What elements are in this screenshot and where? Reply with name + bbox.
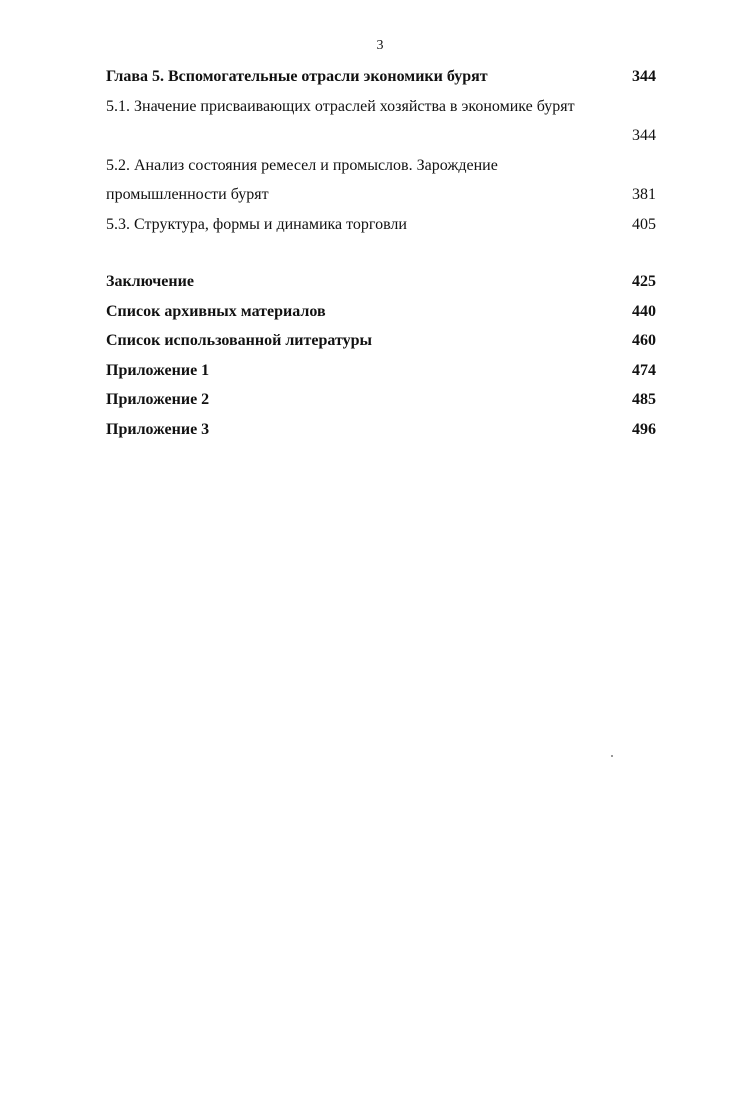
toc-entry-section-5-2 — [106, 151, 656, 210]
toc-entry-title: 5.3. Структура, формы и динамика торговли — [106, 215, 407, 233]
toc-entry-section-5-1 — [106, 92, 656, 151]
toc-entry-title: 5.1. Значение присваивающих отраслей хозяйства в экономике бурят — [106, 97, 575, 115]
toc-entry-conclusion — [106, 267, 656, 297]
scan-speck — [611, 755, 613, 757]
toc-entry-appendix-1 — [106, 356, 656, 386]
toc-entry-title: Список архивных материалов — [106, 302, 326, 320]
toc-entry-literature — [106, 326, 656, 356]
spacer — [106, 239, 656, 267]
toc-entry-appendix-3 — [106, 415, 656, 445]
toc-entry-title: Глава 5. Вспомогательные отрасли экономики бурят — [106, 68, 488, 85]
page-number: 3 — [376, 38, 384, 53]
toc-entry-archives — [106, 297, 656, 327]
toc-entry-page: 496 — [632, 420, 656, 438]
toc-entry-page: 381 — [632, 186, 656, 203]
toc-entry-page: 474 — [632, 361, 656, 379]
toc-entry-chapter-5 — [106, 62, 656, 92]
toc-entry-page: 344 — [632, 127, 656, 144]
table-of-contents — [106, 62, 656, 444]
toc-entry-page: 440 — [632, 302, 656, 320]
toc-entry-page: 344 — [632, 68, 656, 85]
toc-entry-title: Список использованной литературы — [106, 332, 372, 349]
toc-entry-title: Заключение — [106, 273, 194, 290]
toc-entry-title: Приложение 3 — [106, 420, 210, 438]
toc-entry-page: 485 — [632, 391, 656, 408]
toc-entry-page: 425 — [632, 273, 656, 290]
toc-entry-title: Приложение 2 — [106, 391, 210, 408]
toc-entry-appendix-2 — [106, 385, 656, 415]
toc-entry-section-5-3 — [106, 210, 656, 240]
toc-entry-title: Приложение 1 — [106, 361, 210, 379]
toc-entry-page: 460 — [632, 332, 656, 349]
toc-entry-page: 405 — [632, 215, 656, 233]
toc-entry-title: 5.2. Анализ состояния ремесел и промыслов. Зарождение промышленности бурят — [106, 156, 498, 203]
